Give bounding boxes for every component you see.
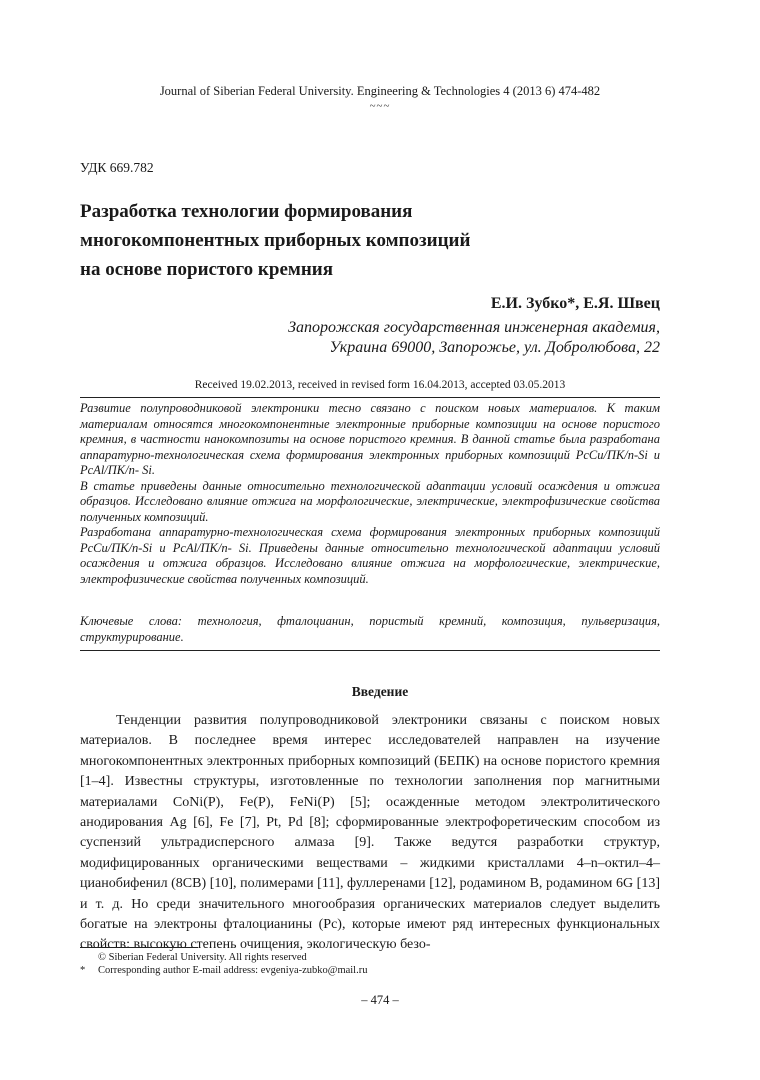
title-line: многокомпонентных приборных композиций: [80, 230, 471, 251]
udk-code: УДК 669.782: [80, 160, 154, 175]
journal-header: Journal of Siberian Federal University. Engineering & Technologies 4 (2013 6) 474-482: [159, 84, 601, 98]
page-number: – 474 –: [361, 993, 399, 1007]
abstract-paragraph: Развитие полупроводниковой электроники тесно связано с поиском новых материалов. К таким материалам относятся многокомпонентные электронные приборные композиции на основе пористого кремния, в частности нанокомпозиты на основе пористого кремния. В данной статье была разработана аппаратурно-технологическая схема формирования электронных приборных композиций PcCu/ПК/n-Si и PcAl/ПК/n- Si.: [80, 401, 660, 477]
body-paragraph: Тенденции развития полупроводниковой электроники связаны с поиском новых материалов. В последнее время интерес исследователей направлен на изучение многокомпонентных электронных приборных композиций (БЕПК) на основе пористого кремния [1–4]. Известны структуры, изготовленные по технологии заполнения пор магнитными материалами CoNi(P), Fe(P), FeNi(P) [5]; осажденные методом электролитического анодирования Ag [6], Fe [7], Pt, Pd [8]; сформированные электрофоретическим способом из суспензий ультрадисперсного алмаза [9]. Также ведутся разработки структур, модифицированных органическими веществами – жидкими кристаллами 4–n–октил–4–цианобифенил (8CB) [10], полимерами [11], фуллеренами [12], родамином B, родамином 6G [13] и т. д. Но среди значительного многообразия органических материалов следует выделить богатые на электроны фталоцианины (Pc), которые имеют ряд интересных функциональных свойств: высокую степень очищения, экологическую безо-: [80, 713, 660, 953]
abstract-paragraph: Разработана аппаратурно-технологическая схема формирования электронных приборных композиций PcCu/ПК/n-Si и PcAl/ПК/n- Si. Приведены данные относительно технологической адаптации условий осаждения и отжига образцов. Исследовано влияние отжига на морфологические, электрические, электрофизические свойства полученных композиций.: [80, 525, 660, 586]
corresponding-author-text: Corresponding author E-mail address: evgeniya-zubko@mail.ru: [98, 965, 368, 976]
section-heading: Введение: [351, 684, 409, 699]
authors: Е.И. Зубко*, Е.Я. Швец: [490, 295, 660, 312]
footnote-mark: *: [80, 965, 86, 976]
title-line: Разработка технологии формирования: [80, 201, 413, 222]
footnote-rule: [80, 947, 198, 948]
abstract-paragraph: В статье приведены данные относительно технологической адаптации условий осаждения и отжига образцов. Исследовано влияние отжига на морфологические, электрические, электрофизические свойства полученных композиций.: [80, 478, 660, 524]
received-dates: Received 19.02.2013, received in revised form 16.04.2013, accepted 03.05.2013: [194, 379, 566, 391]
abstract-bottom-rule: [80, 650, 660, 651]
affiliation-line: Украина 69000, Запорожье, ул. Добролюбова, 22: [329, 339, 660, 356]
affiliation-line: Запорожская государственная инженерная академия,: [288, 319, 660, 336]
keywords: Ключевые слова: технология, фталоцианин, пористый кремний, композиция, пульверизация, структурирование.: [80, 614, 660, 644]
title-line: на основе пористого кремния: [80, 259, 333, 280]
abstract: [80, 401, 660, 587]
header-ornament: ~~~: [369, 100, 391, 112]
abstract-top-rule: [80, 397, 660, 398]
copyright-footnote: © Siberian Federal University. All rights reserved: [98, 952, 307, 963]
paper-title: [80, 197, 680, 284]
affiliation: [288, 318, 660, 358]
corresponding-footnote: [80, 965, 367, 976]
